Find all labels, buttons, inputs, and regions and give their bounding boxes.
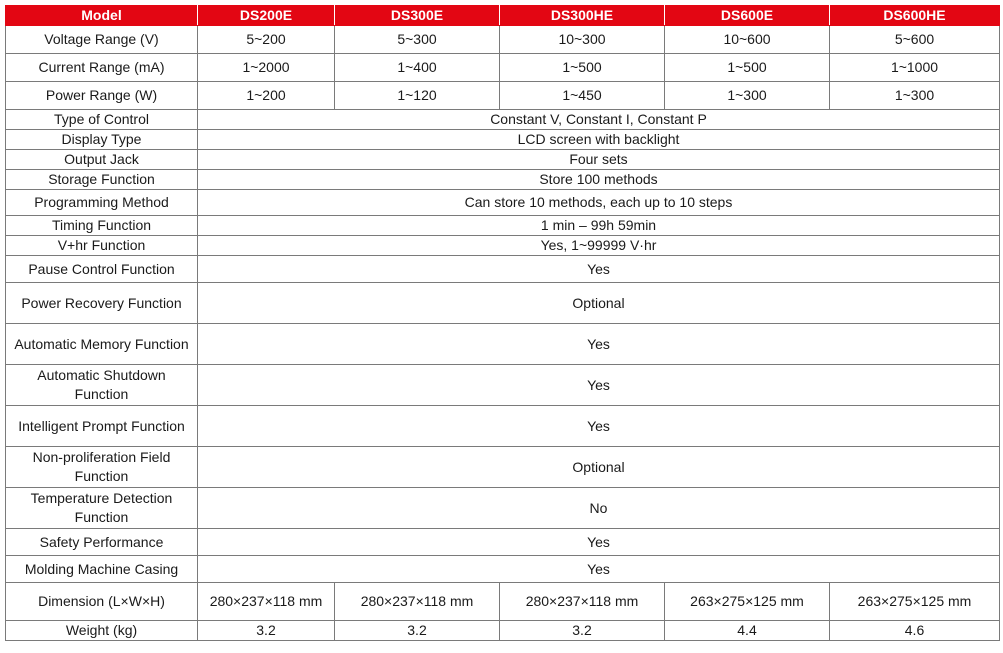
cell-value: 10~600 [665,26,830,54]
cell-value: Yes [198,365,1000,406]
cell-value: 5~300 [335,26,500,54]
row-label: Intelligent Prompt Function [6,406,198,447]
row-label: V+hr Function [6,236,198,256]
header-model-name: DS600E [665,6,830,26]
cell-value: Yes [198,529,1000,556]
cell-value: 1~200 [198,82,335,110]
row-label: Automatic Memory Function [6,324,198,365]
cell-value: 1~400 [335,54,500,82]
table-row [6,130,1000,150]
table-row [6,26,1000,54]
cell-value: 1~2000 [198,54,335,82]
table-row [6,54,1000,82]
cell-value: 1~500 [500,54,665,82]
row-label: Non-proliferation Field Function [6,447,198,488]
row-label: Pause Control Function [6,256,198,283]
table-row [6,190,1000,216]
header-row [6,6,1000,26]
cell-value: 4.4 [665,621,830,641]
table-row [6,216,1000,236]
row-label: Safety Performance [6,529,198,556]
cell-value: No [198,488,1000,529]
cell-value: Constant V, Constant I, Constant P [198,110,1000,130]
cell-value: 10~300 [500,26,665,54]
cell-value: Can store 10 methods, each up to 10 steps [198,190,1000,216]
row-label: Programming Method [6,190,198,216]
row-label: Display Type [6,130,198,150]
header-model-name: DS300E [335,6,500,26]
row-label: Weight (kg) [6,621,198,641]
table-row [6,529,1000,556]
cell-value: Yes [198,324,1000,365]
cell-value: Optional [198,283,1000,324]
cell-value: 263×275×125 mm [830,583,1000,621]
table-row [6,621,1000,641]
table-row [6,406,1000,447]
table-row [6,283,1000,324]
header-model-name: DS300HE [500,6,665,26]
row-label: Power Range (W) [6,82,198,110]
row-label: Dimension (L×W×H) [6,583,198,621]
cell-value: LCD screen with backlight [198,130,1000,150]
row-label: Storage Function [6,170,198,190]
cell-value: Store 100 methods [198,170,1000,190]
cell-value: Four sets [198,150,1000,170]
cell-value: Yes [198,256,1000,283]
row-label: Power Recovery Function [6,283,198,324]
cell-value: 1~120 [335,82,500,110]
table-row [6,236,1000,256]
header-model: Model [6,6,198,26]
table-row [6,110,1000,130]
cell-value: 280×237×118 mm [500,583,665,621]
row-label: Temperature Detection Function [6,488,198,529]
cell-value: 280×237×118 mm [335,583,500,621]
table-row [6,488,1000,529]
header-model-name: DS200E [198,6,335,26]
row-label: Automatic Shutdown Function [6,365,198,406]
cell-value: 1~300 [665,82,830,110]
table-row [6,256,1000,283]
cell-value: 3.2 [198,621,335,641]
cell-value: 4.6 [830,621,1000,641]
cell-value: 3.2 [335,621,500,641]
cell-value: 3.2 [500,621,665,641]
cell-value: 1~300 [830,82,1000,110]
cell-value: Yes [198,556,1000,583]
cell-value: 280×237×118 mm [198,583,335,621]
table-row [6,82,1000,110]
row-label: Timing Function [6,216,198,236]
row-label: Type of Control [6,110,198,130]
row-label: Voltage Range (V) [6,26,198,54]
row-label: Molding Machine Casing [6,556,198,583]
row-label: Current Range (mA) [6,54,198,82]
table-row [6,583,1000,621]
table-row [6,150,1000,170]
cell-value: 263×275×125 mm [665,583,830,621]
row-label: Output Jack [6,150,198,170]
cell-value: 1~1000 [830,54,1000,82]
cell-value: Optional [198,447,1000,488]
table-row [6,447,1000,488]
cell-value: 1~500 [665,54,830,82]
cell-value: Yes [198,406,1000,447]
cell-value: 5~600 [830,26,1000,54]
cell-value: 5~200 [198,26,335,54]
table-row [6,556,1000,583]
cell-value: Yes, 1~99999 V·hr [198,236,1000,256]
header-model-name: DS600HE [830,6,1000,26]
table-row [6,324,1000,365]
cell-value: 1~450 [500,82,665,110]
spec-table [5,5,1000,641]
table-row [6,170,1000,190]
cell-value: 1 min – 99h 59min [198,216,1000,236]
table-row [6,365,1000,406]
